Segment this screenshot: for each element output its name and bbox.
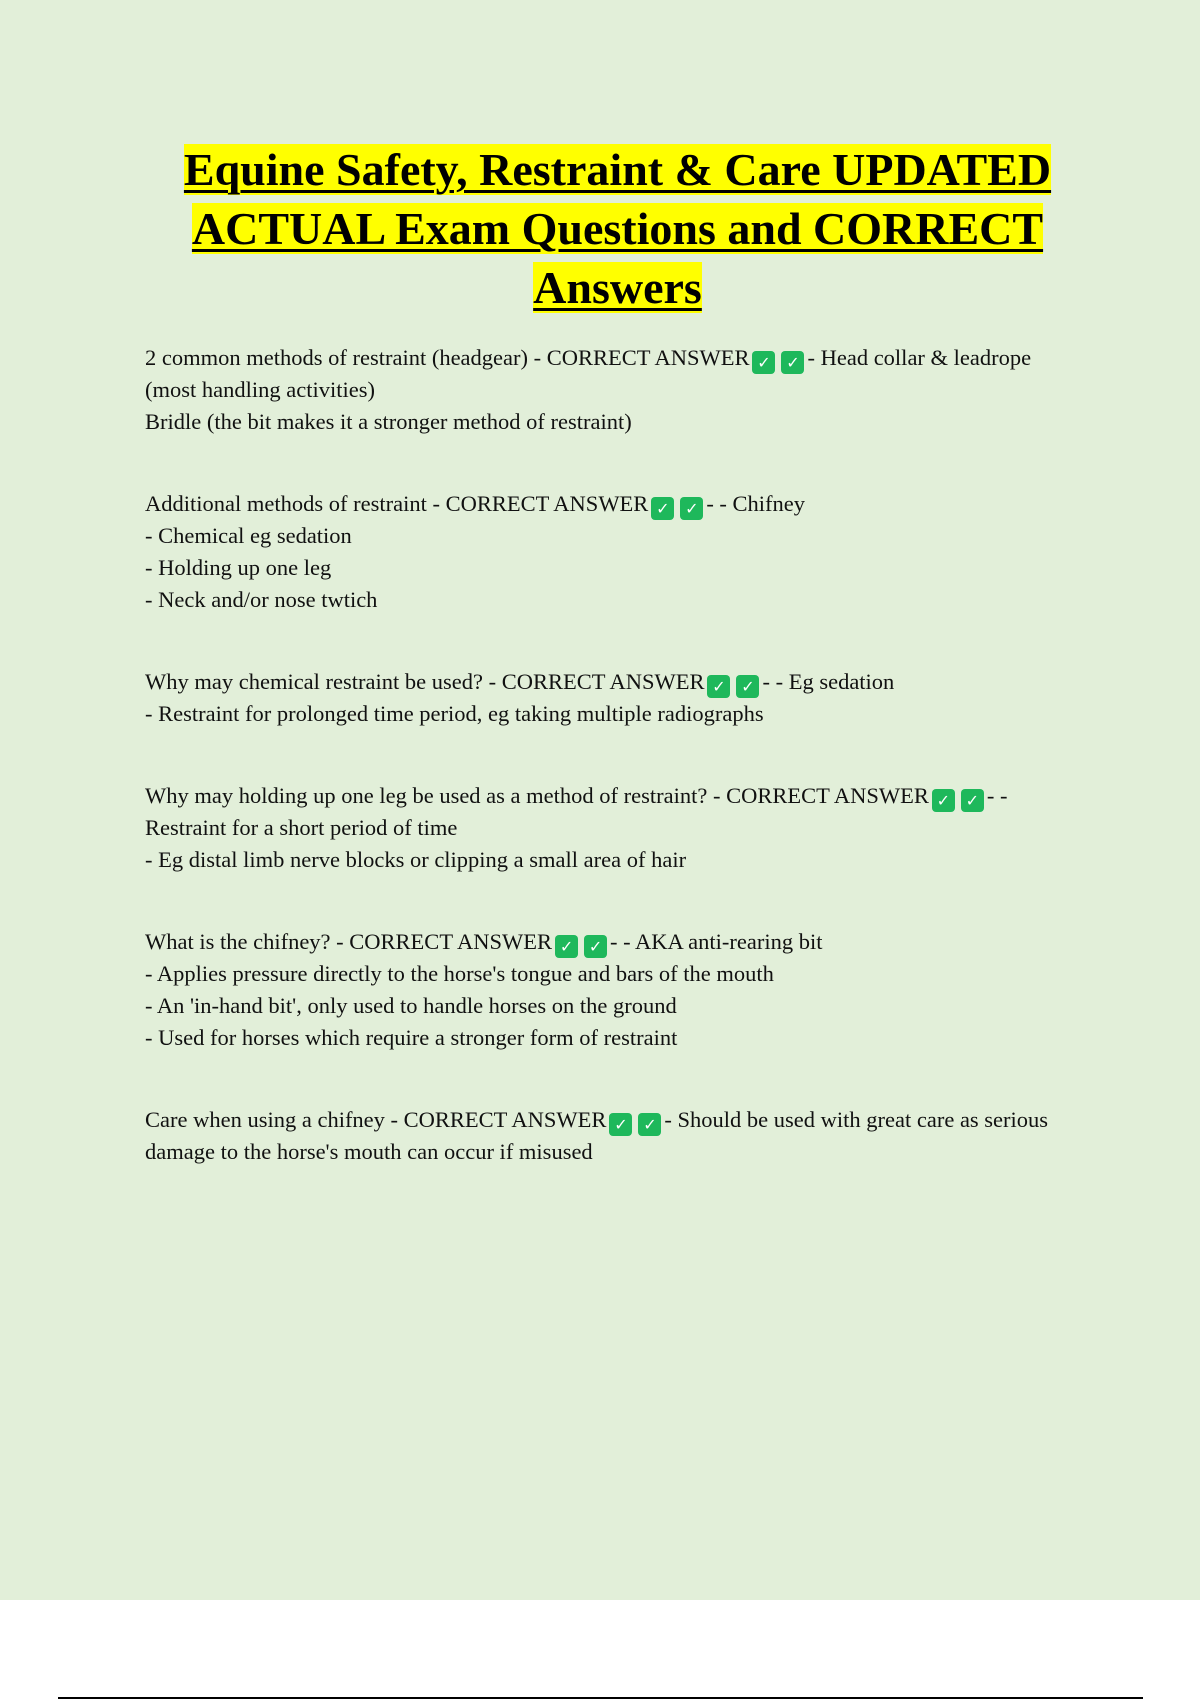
document-title-text: Equine Safety, Restraint & Care UPDATED ACTUAL Exam Questions and CORRECT Answers [183,144,1052,313]
entry-spacer [145,730,1085,780]
check-mark-icon: ✓ [961,789,984,812]
check-mark-icon: ✓ [609,1113,632,1136]
answer-line: - Restraint for prolonged time period, eg taking multiple radiographs [145,701,764,726]
check-mark-icon: ✓ [584,935,607,958]
qa-entry [145,342,1085,406]
check-mark-icon: ✓ [555,935,578,958]
qa-entry [145,926,1085,958]
answer-text: - Head collar & leadrope (most handling activities) [145,345,1032,402]
check-mark-icon: ✓ [736,675,759,698]
answer-line: - An 'in-hand bit', only used to handle horses on the ground [145,993,677,1018]
entry-spacer [145,1054,1085,1104]
question-text: Additional methods of restraint - CORRECT ANSWER [145,491,649,516]
answer-line: - Eg distal limb nerve blocks or clipping a small area of hair [145,847,687,872]
answer-text: - - Chifney [706,491,806,516]
document-body [145,342,1085,1168]
entry-spacer [145,876,1085,926]
qa-entry [145,488,1085,520]
answer-line: - Neck and/or nose twtich [145,587,378,612]
qa-entry [145,1104,1085,1168]
check-mark-icon: ✓ [680,497,703,520]
question-text: What is the chifney? - CORRECT ANSWER [145,929,553,954]
check-mark-icon: ✓ [651,497,674,520]
question-text: Why may chemical restraint be used? - CORRECT ANSWER [145,669,705,694]
answer-text: - - Restraint for a short period of time [145,783,1008,840]
answer-text: - Should be used with great care as serious damage to the horse's mouth can occur if misused [145,1107,1049,1164]
answer-line: - Applies pressure directly to the horse's tongue and bars of the mouth [145,961,774,986]
qa-entry [145,780,1085,844]
qa-entry [145,666,1085,698]
answer-text: - - AKA anti-rearing bit [610,929,823,954]
answer-line: - Chemical eg sedation [145,523,352,548]
question-text: Why may holding up one leg be used as a method of restraint? - CORRECT ANSWER [145,783,929,808]
document-title [120,140,1115,317]
check-mark-icon: ✓ [707,675,730,698]
question-text: 2 common methods of restraint (headgear) - CORRECT ANSWER [145,345,750,370]
answer-line: Bridle (the bit makes it a stronger method of restraint) [145,409,632,434]
question-text: Care when using a chifney - CORRECT ANSWER [145,1107,607,1132]
answer-line: - Holding up one leg [145,555,332,580]
check-mark-icon: ✓ [752,351,775,374]
check-mark-icon: ✓ [638,1113,661,1136]
footer-divider [58,1697,1143,1699]
entry-spacer [145,616,1085,666]
check-mark-icon: ✓ [932,789,955,812]
check-mark-icon: ✓ [781,351,804,374]
answer-text: - - Eg sedation [762,669,895,694]
answer-line: - Used for horses which require a stronger form of restraint [145,1025,678,1050]
entry-spacer [145,438,1085,488]
